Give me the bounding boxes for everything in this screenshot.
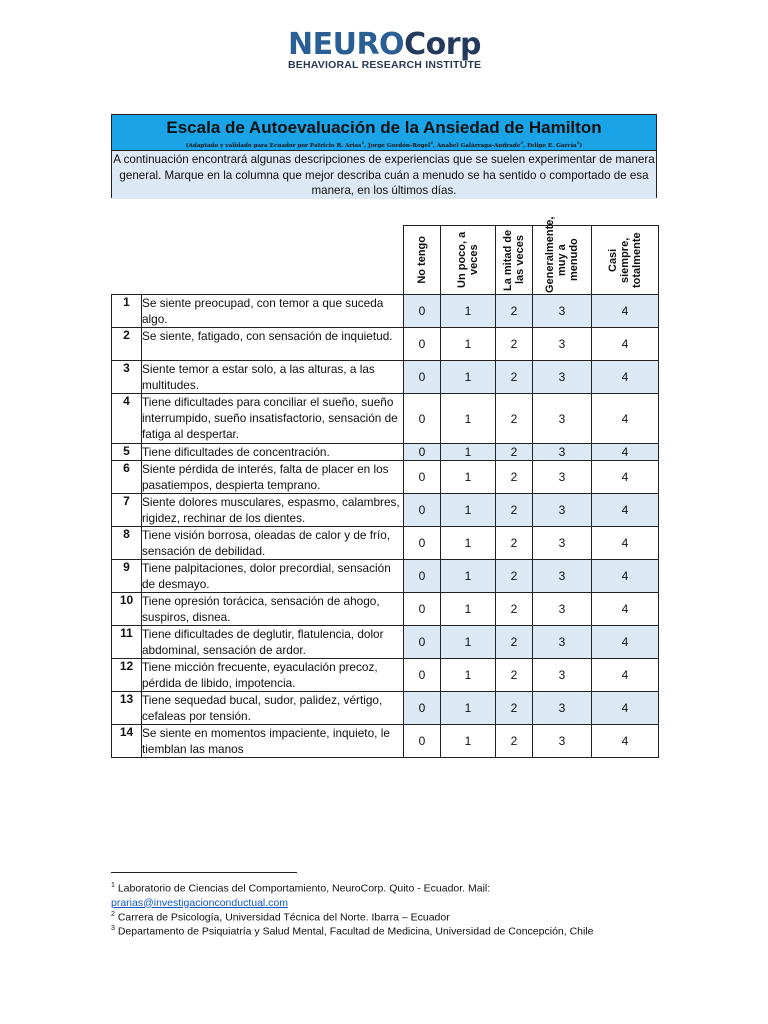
table-row: [112, 494, 659, 527]
score-option-4[interactable]: 4: [592, 725, 659, 758]
item-number: 11: [112, 626, 142, 659]
score-option-1[interactable]: 1: [441, 692, 496, 725]
score-option-3[interactable]: 3: [533, 328, 592, 361]
title-band: [112, 115, 656, 151]
score-option-4[interactable]: 4: [592, 444, 659, 461]
item-number: 2: [112, 328, 142, 361]
table-row: [112, 394, 659, 444]
score-option-4[interactable]: 4: [592, 560, 659, 593]
score-option-2[interactable]: 2: [496, 593, 533, 626]
footnote-3: $^3$ Departamento de Psiquiatría y Salud Mental, Facultad de Medicina, Universidad de Concepción, Chile: [111, 925, 594, 938]
item-number: 6: [112, 461, 142, 494]
score-option-1[interactable]: 1: [441, 444, 496, 461]
scale-title: Escala de Autoevaluación de la Ansiedad de Hamilton: [166, 118, 602, 137]
score-option-3[interactable]: 3: [533, 626, 592, 659]
item-number: 4: [112, 394, 142, 444]
item-text: Tiene dificultades de concentración.: [142, 444, 404, 461]
score-option-1[interactable]: 1: [441, 527, 496, 560]
score-option-2[interactable]: 2: [496, 361, 533, 394]
score-option-4[interactable]: 4: [592, 626, 659, 659]
score-option-1[interactable]: 1: [441, 659, 496, 692]
table-row: [112, 361, 659, 394]
item-number: 7: [112, 494, 142, 527]
instructions-text: A continuación encontrará algunas descripciones de experiencias que se suelen experimentar de manera general. Marque en la columna que mejor describa cuán a menudo se ha sentido o comportado de esa manera, en los últimos días.: [113, 153, 655, 197]
table-row: [112, 626, 659, 659]
score-option-4[interactable]: 4: [592, 494, 659, 527]
score-option-0[interactable]: 0: [404, 692, 441, 725]
score-option-4[interactable]: 4: [592, 692, 659, 725]
score-option-1[interactable]: 1: [441, 394, 496, 444]
item-text: Tiene palpitaciones, dolor precordial, sensación de desmayo.: [142, 560, 404, 593]
logo-corp: Corp: [404, 27, 481, 62]
item-number: 12: [112, 659, 142, 692]
score-option-1[interactable]: 1: [441, 295, 496, 328]
score-option-3[interactable]: 3: [533, 461, 592, 494]
score-option-3[interactable]: 3: [533, 659, 592, 692]
table-row: [112, 593, 659, 626]
table-row: [112, 692, 659, 725]
logo-wordmark: [288, 27, 488, 62]
score-option-0[interactable]: 0: [404, 461, 441, 494]
table-row: [112, 295, 659, 328]
col-header-3: Generalmente, muy a menudo: [533, 226, 592, 295]
item-number: 10: [112, 593, 142, 626]
item-number: 14: [112, 725, 142, 758]
column-header-row: [112, 226, 659, 295]
score-option-2[interactable]: 2: [496, 444, 533, 461]
score-option-2[interactable]: 2: [496, 560, 533, 593]
score-option-1[interactable]: 1: [441, 461, 496, 494]
item-number: 8: [112, 527, 142, 560]
score-option-2[interactable]: 2: [496, 692, 533, 725]
blank-header-num: [112, 226, 142, 295]
score-option-3[interactable]: 3: [533, 692, 592, 725]
item-text: Se siente en momentos impaciente, inquieto, le tiemblan las manos: [142, 725, 404, 758]
score-option-1[interactable]: 1: [441, 725, 496, 758]
score-option-4[interactable]: 4: [592, 295, 659, 328]
score-option-1[interactable]: 1: [441, 361, 496, 394]
score-option-3[interactable]: 3: [533, 593, 592, 626]
item-text: Tiene micción frecuente, eyaculación precoz, pérdida de libido, impotencia.: [142, 659, 404, 692]
table-row: [112, 461, 659, 494]
item-text: Siente pérdida de interés, falta de placer en los pasatiempos, despierta temprano.: [142, 461, 404, 494]
item-text: Tiene visión borrosa, oleadas de calor y de frío, sensación de debilidad.: [142, 527, 404, 560]
score-option-0[interactable]: 0: [404, 394, 441, 444]
col-header-4: Casi siempre, totalmente: [592, 226, 659, 295]
score-option-2[interactable]: 2: [496, 527, 533, 560]
item-number: 3: [112, 361, 142, 394]
col-header-0: No tengo: [404, 226, 441, 295]
item-text: Siente temor a estar solo, a las alturas, a las multitudes.: [142, 361, 404, 394]
table-row: [112, 328, 659, 361]
score-option-2[interactable]: 2: [496, 394, 533, 444]
score-option-2[interactable]: 2: [496, 328, 533, 361]
score-option-0[interactable]: 0: [404, 560, 441, 593]
score-option-0[interactable]: 0: [404, 328, 441, 361]
score-option-4[interactable]: 4: [592, 659, 659, 692]
item-number: 5: [112, 444, 142, 461]
score-option-0[interactable]: 0: [404, 494, 441, 527]
score-option-4[interactable]: 4: [592, 328, 659, 361]
score-option-2[interactable]: 2: [496, 461, 533, 494]
score-option-3[interactable]: 3: [533, 361, 592, 394]
score-option-3[interactable]: 3: [533, 444, 592, 461]
score-option-2[interactable]: 2: [496, 494, 533, 527]
score-option-4[interactable]: 4: [592, 361, 659, 394]
score-option-2[interactable]: 2: [496, 295, 533, 328]
score-option-0[interactable]: 0: [404, 295, 441, 328]
blank-header-item: [142, 226, 404, 295]
footnote-email-link[interactable]: prarias@investigacionconductual.com: [111, 896, 288, 909]
item-text: Siente dolores musculares, espasmo, calambres, rigidez, rechinar de los dientes.: [142, 494, 404, 527]
table-row: [112, 527, 659, 560]
score-option-3[interactable]: 3: [533, 394, 592, 444]
item-number: 1: [112, 295, 142, 328]
score-option-0[interactable]: 0: [404, 593, 441, 626]
footnote-1: $^1$ Laboratorio de Ciencias del Comportamiento, NeuroCorp. Quito - Ecuador. Mail: prarias@investigacionconductual.com: [111, 882, 491, 909]
score-option-3[interactable]: 3: [533, 725, 592, 758]
score-option-3[interactable]: 3: [533, 494, 592, 527]
table-row: [112, 444, 659, 461]
item-text: Tiene sequedad bucal, sudor, palidez, vértigo, cefaleas por tensión.: [142, 692, 404, 725]
score-option-3[interactable]: 3: [533, 295, 592, 328]
logo-subtitle: BEHAVIORAL RESEARCH INSTITUTE: [288, 59, 482, 71]
item-text: Tiene opresión torácica, sensación de ahogo, suspiros, disnea.: [142, 593, 404, 626]
score-option-1[interactable]: 1: [441, 328, 496, 361]
item-text: Se siente, fatigado, con sensación de inquietud.: [142, 328, 404, 361]
score-option-0[interactable]: 0: [404, 725, 441, 758]
score-option-0[interactable]: 0: [404, 361, 441, 394]
score-option-4[interactable]: 4: [592, 461, 659, 494]
score-option-4[interactable]: 4: [592, 527, 659, 560]
score-option-3[interactable]: 3: [533, 560, 592, 593]
table-row: [112, 659, 659, 692]
score-option-0[interactable]: 0: [404, 659, 441, 692]
score-option-0[interactable]: 0: [404, 626, 441, 659]
score-option-2[interactable]: 2: [496, 626, 533, 659]
logo-neuro: NEURO: [288, 27, 405, 62]
score-option-2[interactable]: 2: [496, 725, 533, 758]
score-option-0[interactable]: 0: [404, 527, 441, 560]
item-text: Se siente preocupad, con temor a que suceda algo.: [142, 295, 404, 328]
item-text: Tiene dificultades de deglutir, flatulencia, dolor abdominal, sensación de ardor.: [142, 626, 404, 659]
adaptation-credit: (Adaptado y validado para Ecuador por Patricio R. Arias$^1$, Jorge Gordón-Rogel$^2$, Anabel Galárraga-Andrade$^3$, Felipe E. García$^3$): [185, 140, 583, 149]
title-box: [111, 114, 657, 198]
anxiety-scale-table: [111, 216, 659, 758]
score-option-1[interactable]: 1: [441, 560, 496, 593]
neurocorp-logo: [288, 27, 488, 76]
footnote-divider: [111, 872, 297, 873]
score-option-1[interactable]: 1: [441, 494, 496, 527]
item-number: 13: [112, 692, 142, 725]
col-header-1: Un poco, a veces: [441, 226, 496, 295]
footnote-2: $^2$ Carrera de Psicología, Universidad Técnica del Norte. Ibarra – Ecuador: [111, 911, 450, 924]
score-option-2[interactable]: 2: [496, 659, 533, 692]
item-text: Tiene dificultades para conciliar el sueño, sueño interrumpido, sueño insatisfactorio, sensación de fatiga al despertar.: [142, 394, 404, 444]
score-option-0[interactable]: 0: [404, 444, 441, 461]
score-option-4[interactable]: 4: [592, 394, 659, 444]
table-row: [112, 560, 659, 593]
table-row: [112, 725, 659, 758]
score-option-1[interactable]: 1: [441, 626, 496, 659]
score-option-4[interactable]: 4: [592, 593, 659, 626]
item-number: 9: [112, 560, 142, 593]
score-option-1[interactable]: 1: [441, 593, 496, 626]
col-header-2: La mitad de las veces: [496, 226, 533, 295]
score-option-3[interactable]: 3: [533, 527, 592, 560]
